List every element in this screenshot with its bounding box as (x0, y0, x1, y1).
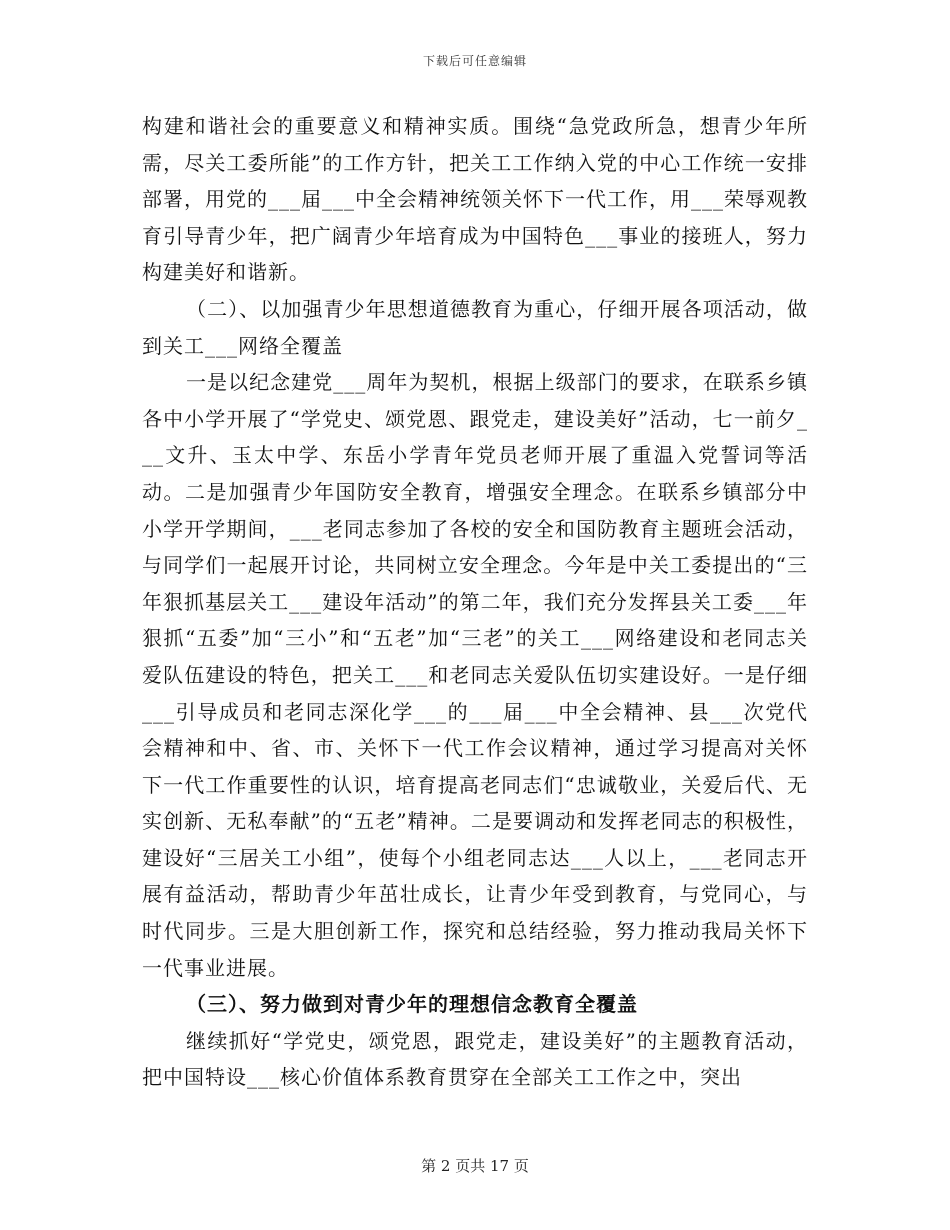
section-heading-2: （二）、以加强青少年思想道德教育为重心，仔细开展各项活动，做到关工___网络全覆盖 (142, 296, 808, 358)
document-body (142, 108, 808, 1096)
paragraph-1: 构建和谐社会的重要意义和精神实质。围绕“急党政所急，想青少年所需，尽关工委所能”的工作方针，把关工工作纳入党的中心工作统一安排部署，用党的___届___中全会精神统领关怀下一代工作，用___荣辱观教育引导青少年，把广阔青少年培育成为中国特色___事业的接班人，努力构建美好和谐新。 (142, 114, 808, 285)
page-header: 下载后可任意编辑 (422, 54, 527, 68)
section-heading-3: （三）、努力做到对青少年的理想信念教育全覆盖 (186, 992, 638, 1017)
paragraph-2: 一是以纪念建党___周年为契机，根据上级部门的要求，在联系乡镇各中小学开展了“学党史、颂党恩、跟党走，建设美好”活动，七一前夕___文升、玉太中学、东岳小学青年党员老师开展了重温入党誓词等活动。二是加强青少年国防安全教育，增强安全理念。在联系乡镇部分中小学开学期间，___老同志参加了各校的安全和国防教育主题班会活动，与同学们一起展开讨论，共同树立安全理念。今年是中关工委提出的“三年狠抓基层关工___建设年活动”的第二年，我们充分发挥县关工委___年狠抓“五委”加“三小”和“五老”加“三老”的关工___网络建设和老同志关爱队伍建设的特色，把关工___和老同志关爱队伍切实建设好。一是仔细___引导成员和老同志深化学___的___届___中全会精神、县___次党代会精神和中、省、市、关怀下一代工作会议精神，通过学习提高对关怀下一代工作重要性的认识，培育提高老同志们“忠诚敬业，关爱后代、无实创新、无私奉献”的“五老”精神。二是要调动和发挥老同志的积极性，建设好“三居关工小组”，使每个小组老同志达___人以上，___老同志开展有益活动，帮助青少年茁壮成长，让青少年受到教育，与党同心，与时代同步。三是大胆创新工作，探究和总结经验，努力推动我局关怀下一代事业进展。 (142, 370, 808, 980)
page-footer: 第 2 页共 17 页 (421, 1157, 529, 1175)
paragraph-3: 继续抓好“学党史，颂党恩，跟党走，建设美好”的主题教育活动，把中国特设___核心价值体系教育贯穿在全部关工工作之中，突出 (142, 1028, 808, 1090)
